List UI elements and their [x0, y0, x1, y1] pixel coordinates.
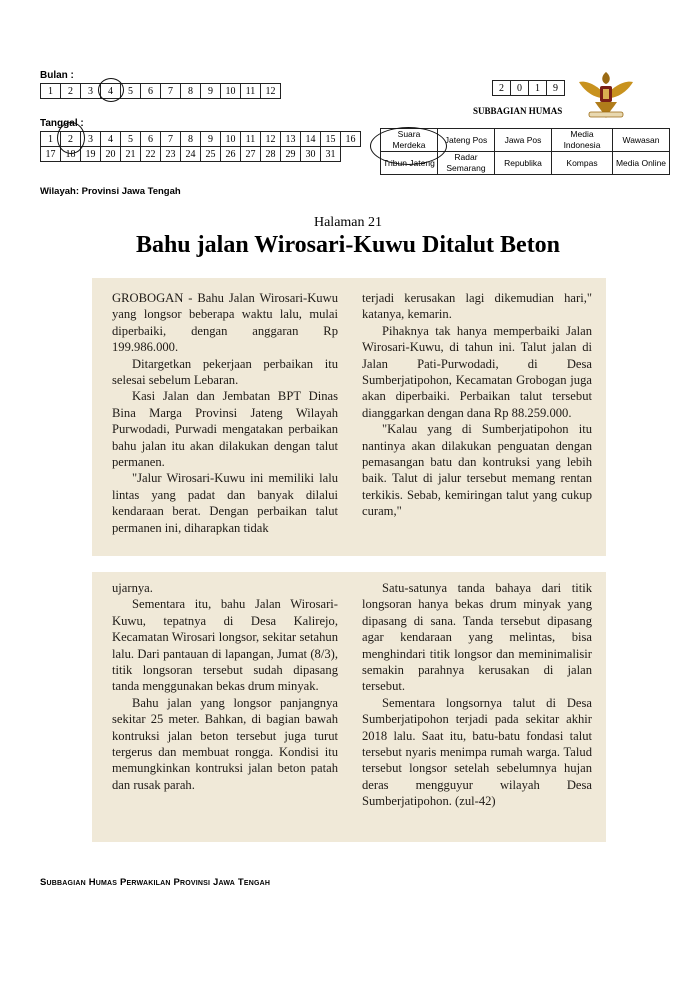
- column-top-right: [362, 290, 592, 520]
- grid-cell: 7: [161, 132, 181, 147]
- grid-cell: 11: [241, 84, 261, 99]
- media-cell: Media Indonesia: [552, 129, 613, 152]
- grid-cell: 27: [241, 147, 261, 162]
- grid-cell: 3: [81, 84, 101, 99]
- grid-cell: 3: [81, 132, 101, 147]
- paragraph: "Kalau yang di Sumberjatipohon itu nantinya akan dilakukan penguatan dengan pemasangan batu dan kontruksi yang lebih baik. Talut di jalur tersebut memang rentan terkikis. Sebab, kemiringan talut yang cukup curam,": [362, 422, 592, 519]
- grid-cell: 20: [101, 147, 121, 162]
- grid-cell: 7: [161, 84, 181, 99]
- grid-cell: 4: [101, 132, 121, 147]
- grid-cell: 21: [121, 147, 141, 162]
- date-grid: [40, 131, 361, 162]
- grid-cell: 10: [221, 84, 241, 99]
- grid-cell: 5: [121, 132, 141, 147]
- paragraph: Kasi Jalan dan Jembatan BPT Dinas Bina Marga Provinsi Jateng Wilayah Purwodadi, Purwadi mengatakan perbaikan bahu jalan itu akan dilakukan dengan talut permanen.: [112, 389, 338, 470]
- grid-cell: 24: [181, 147, 201, 162]
- grid-cell: 12: [261, 132, 281, 147]
- grid-cell: 26: [221, 147, 241, 162]
- grid-cell: 6: [141, 132, 161, 147]
- year-grid: [492, 80, 565, 96]
- grid-cell: 4: [101, 84, 121, 99]
- grid-cell: 29: [281, 147, 301, 162]
- column-bottom-left: [112, 580, 338, 793]
- column-bottom-right: [362, 580, 592, 810]
- media-cell: Wawasan: [613, 129, 670, 152]
- media-cell: Tribun Jateng: [381, 152, 438, 175]
- media-cell: Media Online: [613, 152, 670, 175]
- column-top-left: [112, 290, 338, 536]
- paragraph: "Jalur Wirosari-Kuwu ini memiliki lalu lintas yang padat dan banyak dilalui kendaraan berat. Dengan perbaikan talut permanen ini, diharapkan tidak: [112, 471, 338, 535]
- grid-cell: 28: [261, 147, 281, 162]
- paragraph: GROBOGAN - Bahu Jalan Wirosari-Kuwu yang longsor beberapa waktu lalu, mulai diperbaiki, dengan anggaran Rp 199.986.000.: [112, 291, 338, 355]
- grid-cell: 0: [511, 81, 529, 96]
- media-cell: Radar Semarang: [438, 152, 495, 175]
- page-number: Halaman 21: [313, 215, 383, 230]
- grid-cell: 15: [321, 132, 341, 147]
- date-circle: [57, 122, 85, 154]
- month-circle: [98, 78, 124, 102]
- grid-cell: 31: [321, 147, 341, 162]
- subbagian-humas: SUBBAGIAN HUMAS: [473, 106, 563, 116]
- media-cell: Republika: [495, 152, 552, 175]
- paragraph: Ditargetkan pekerjaan perbaikan itu selesai sebelum Lebaran.: [112, 356, 338, 388]
- grid-cell: 22: [141, 147, 161, 162]
- media-circle: [370, 127, 447, 165]
- paragraph: terjadi kerusakan lagi dikemudian hari," katanya, kemarin.: [362, 291, 592, 322]
- grid-cell: 12: [261, 84, 281, 99]
- wilayah-label: Wilayah: Provinsi Jawa Tengah: [40, 186, 181, 197]
- grid-cell: 14: [301, 132, 321, 147]
- grid-cell: 1: [41, 84, 61, 99]
- media-cell: Suara Merdeka: [381, 129, 438, 152]
- grid-cell: 10: [221, 132, 241, 147]
- grid-cell: 11: [241, 132, 261, 147]
- paragraph: Bahu jalan yang longsor panjangnya sekitar 25 meter. Bahkan, di bagian bawah kontruksi jalan beton tersebut juga turut tergerus dan membuat rongga. Kondisi itu memungkinkan kontruksi jalan beton patah dan rusak parah.: [112, 695, 338, 792]
- paragraph: Sementara longsornya talut di Desa Sumberjatipohon terjadi pada sekitar akhir 2018 lalu. Saat itu, batu-batu fondasi talut tersebut nyaris menimpa rumah warga. Talud tersebut longsor setelah sebelumnya hujan deras mengguyur wilayah Desa Sumberjatipohon. (zul-42): [362, 695, 592, 809]
- paragraph: Pihaknya tak hanya memperbaiki Jalan Wirosari-Kuwu, di tahun ini. Talut jalan di Jalan Pati-Purwodadi, di Desa Sumberjatipohon, Kecamatan Grobogan juga akan diperbaiki. Perbaikan talut tersebut dianggarkan dengan dana Rp 88.259.000.: [362, 323, 592, 420]
- grid-cell: 19: [81, 147, 101, 162]
- grid-cell: 17: [41, 147, 61, 162]
- paragraph: Sementara itu, bahu Jalan Wirosari-Kuwu, tepatnya di Desa Kalirejo, Kecamatan Wirosari longsor, sekitar setahun lalu. Dari pantauan di lapangan, Jumat (8/3), titik longsoran tersebut sudah dipasang tanda menggunakan bekas drum minyak.: [112, 597, 338, 694]
- bulan-label: Bulan :: [40, 70, 74, 81]
- paragraph: Satu-satunya tanda bahaya dari titik longsoran hanya bekas drum minyak yang dipasang di sana. Tanda tersebut dipasang agar kendaraan yang melintas, bisa menghindari titik longsor dan meminimalisir semakin parahnya kerusakan di jalan tersebut.: [362, 581, 592, 694]
- grid-cell: 2: [61, 132, 81, 147]
- grid-cell: 2: [493, 81, 511, 96]
- grid-cell: 1: [41, 132, 61, 147]
- media-cell: Kompas: [552, 152, 613, 175]
- tanggal-label: Tanggal :: [40, 118, 84, 129]
- grid-cell: 23: [161, 147, 181, 162]
- grid-cell: 9: [547, 81, 565, 96]
- grid-cell: 8: [181, 84, 201, 99]
- grid-cell: 9: [201, 132, 221, 147]
- footer-text: Subbagian Humas Perwakilan Provinsi Jawa Tengah: [40, 877, 271, 888]
- grid-cell: 13: [281, 132, 301, 147]
- month-grid: [40, 83, 281, 99]
- grid-cell: 2: [61, 84, 81, 99]
- media-cell: Jateng Pos: [438, 129, 495, 152]
- grid-cell: 6: [141, 84, 161, 99]
- grid-cell: 18: [61, 147, 81, 162]
- grid-cell: 9: [201, 84, 221, 99]
- article-title: Bahu jalan Wirosari-Kuwu Ditalut Beton: [135, 232, 561, 258]
- garuda-emblem-icon: [577, 68, 635, 120]
- grid-cell: 25: [201, 147, 221, 162]
- media-cell: Jawa Pos: [495, 129, 552, 152]
- paragraph: ujarnya.: [112, 581, 153, 595]
- grid-cell: 1: [529, 81, 547, 96]
- grid-cell: 16: [341, 132, 361, 147]
- grid-cell: 5: [121, 84, 141, 99]
- grid-cell: 8: [181, 132, 201, 147]
- grid-cell: 30: [301, 147, 321, 162]
